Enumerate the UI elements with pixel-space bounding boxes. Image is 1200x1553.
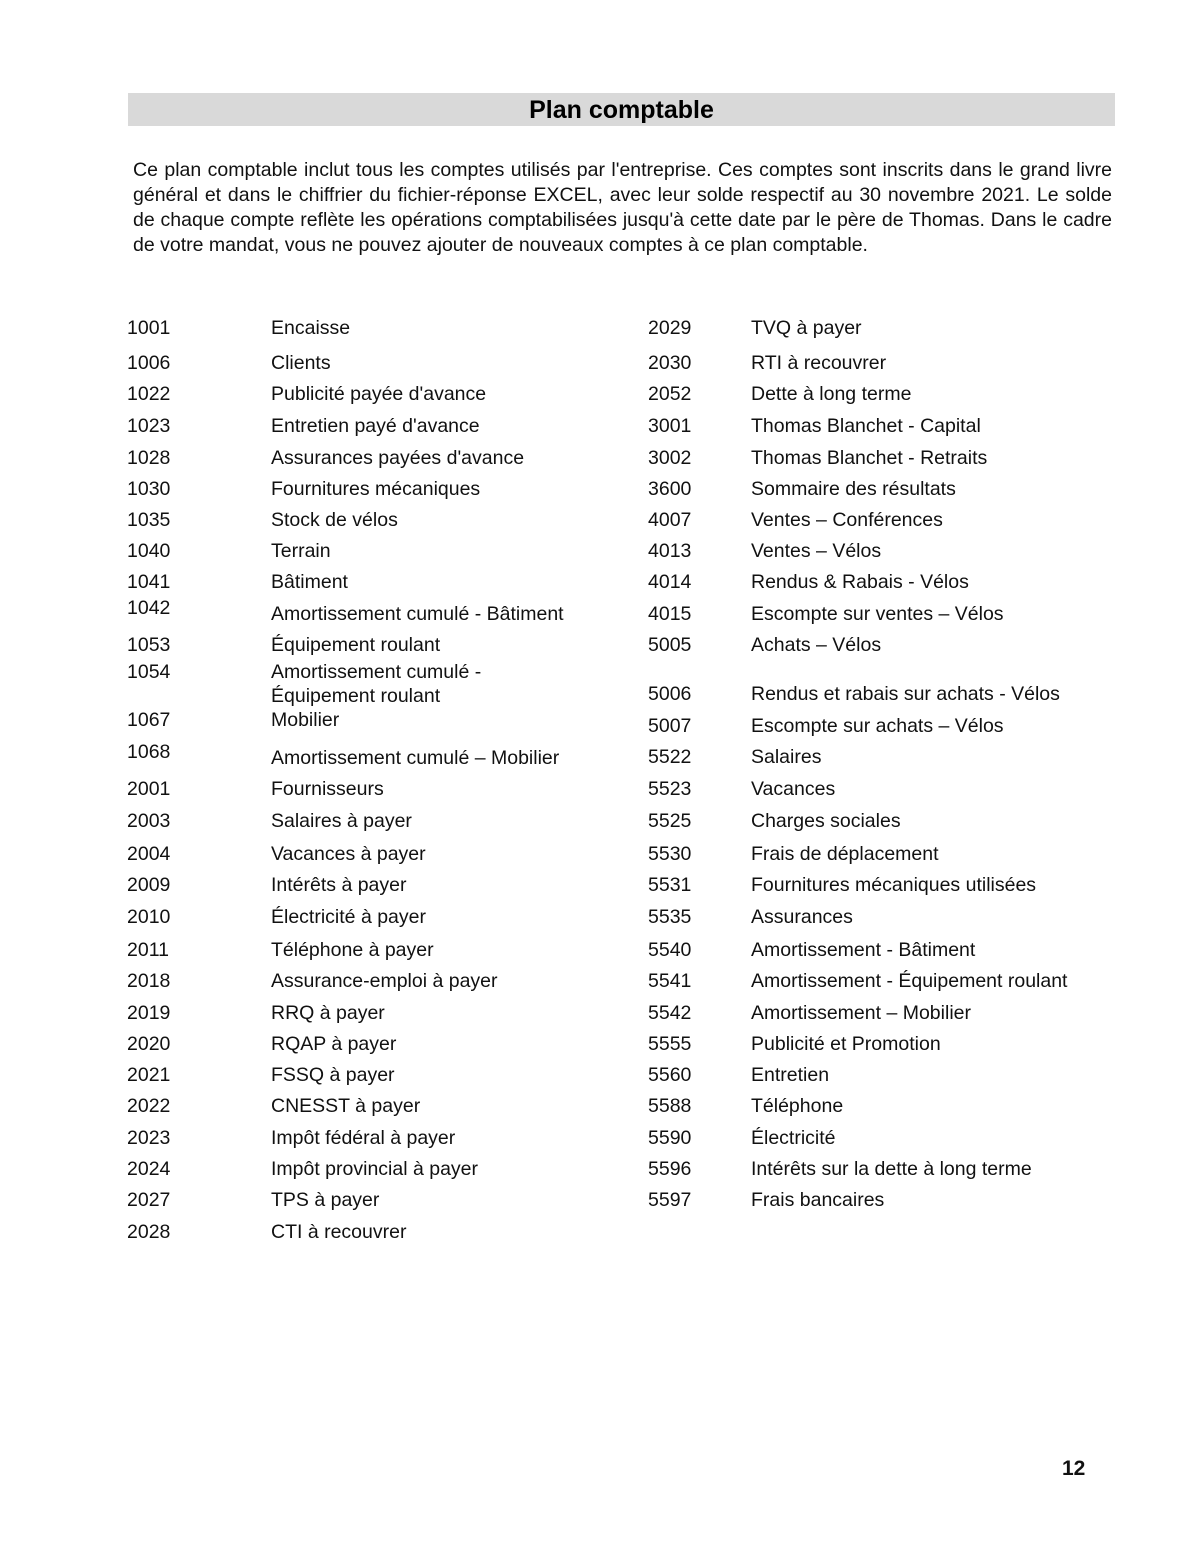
account-name: Entretien payé d'avance [271, 415, 480, 437]
account-code: 2021 [127, 1064, 171, 1086]
account-code: 2003 [127, 810, 171, 832]
account-code: 2019 [127, 1002, 171, 1024]
account-code: 5523 [648, 778, 692, 800]
account-code: 5588 [648, 1095, 692, 1117]
account-code: 5530 [648, 843, 692, 865]
account-name: Assurance-emploi à payer [271, 970, 498, 992]
account-code: 5590 [648, 1127, 692, 1149]
account-name: Thomas Blanchet - Retraits [751, 447, 988, 469]
account-name: Stock de vélos [271, 509, 398, 531]
account-code: 2011 [127, 939, 169, 961]
account-code: 2024 [127, 1158, 171, 1180]
account-name: Escompte sur achats – Vélos [751, 715, 1004, 737]
account-name: Thomas Blanchet - Capital [751, 415, 981, 437]
account-code: 5531 [648, 874, 692, 896]
account-code: 2052 [648, 383, 692, 405]
account-name: RQAP à payer [271, 1033, 397, 1055]
account-code: 5560 [648, 1064, 692, 1086]
account-name: Frais de déplacement [751, 843, 939, 865]
page-number: 12 [1062, 1457, 1086, 1480]
account-code: 2001 [127, 778, 171, 800]
account-name: Publicité payée d'avance [271, 383, 487, 405]
account-name: Dette à long terme [751, 383, 912, 405]
account-name: Escompte sur ventes – Vélos [751, 603, 1004, 625]
account-name: Fournitures mécaniques utilisées [751, 874, 1037, 896]
account-name: Impôt provincial à payer [271, 1158, 479, 1180]
account-code: 4013 [648, 540, 692, 562]
account-code: 1001 [127, 317, 171, 339]
account-code: 2018 [127, 970, 171, 992]
account-name: Charges sociales [751, 810, 901, 832]
account-name: Frais bancaires [751, 1189, 885, 1211]
account-code: 3002 [648, 447, 692, 469]
account-name: Bâtiment [271, 571, 348, 593]
account-code: 5522 [648, 746, 692, 768]
account-name: Encaisse [271, 317, 351, 339]
account-name: CTI à recouvrer [271, 1221, 407, 1243]
account-code: 5525 [648, 810, 692, 832]
account-code: 2029 [648, 317, 692, 339]
account-name: Vacances à payer [271, 843, 426, 865]
account-code: 5007 [648, 715, 692, 737]
account-name: Intérêts à payer [271, 874, 407, 896]
account-code: 1053 [127, 634, 171, 656]
account-name: Publicité et Promotion [751, 1033, 941, 1055]
account-code: 2004 [127, 843, 171, 865]
account-name: Salaires [751, 746, 822, 768]
account-code: 1022 [127, 383, 171, 405]
account-name: Amortissement – Mobilier [751, 1002, 971, 1024]
account-code: 1035 [127, 509, 171, 531]
account-code: 2023 [127, 1127, 171, 1149]
account-code: 4007 [648, 509, 692, 531]
account-name: Amortissement cumulé - Bâtiment [271, 603, 564, 625]
account-name: Électricité [751, 1127, 836, 1149]
account-name: Salaires à payer [271, 810, 412, 832]
account-code: 5540 [648, 939, 692, 961]
page-title: Plan comptable [128, 93, 1115, 126]
account-name: TPS à payer [271, 1189, 380, 1211]
account-code: 2010 [127, 906, 171, 928]
account-code: 1067 [127, 709, 171, 731]
account-code: 5596 [648, 1158, 692, 1180]
account-name: Assurances [751, 906, 853, 928]
account-code: 3001 [648, 415, 692, 437]
account-name: Amortissement - Bâtiment [751, 939, 976, 961]
account-code: 1042 [127, 597, 171, 619]
account-code: 1028 [127, 447, 171, 469]
account-name: Clients [271, 352, 331, 374]
account-name: Sommaire des résultats [751, 478, 956, 500]
account-name: Ventes – Vélos [751, 540, 882, 562]
account-name: Ventes – Conférences [751, 509, 943, 531]
account-name: RTI à recouvrer [751, 352, 887, 374]
account-name: Amortissement cumulé - [271, 661, 482, 683]
account-name: Rendus et rabais sur achats - Vélos [751, 683, 1060, 705]
account-name: CNESST à payer [271, 1095, 421, 1117]
account-name: Amortissement cumulé – Mobilier [271, 747, 560, 769]
account-code: 1040 [127, 540, 171, 562]
account-code: 1054 [127, 661, 171, 683]
account-name: Téléphone à payer [271, 939, 434, 961]
account-code: 1041 [127, 571, 171, 593]
account-name: Assurances payées d'avance [271, 447, 525, 469]
account-code: 4014 [648, 571, 692, 593]
account-code: 5597 [648, 1189, 692, 1211]
account-name: Mobilier [271, 709, 340, 731]
account-code: 5542 [648, 1002, 692, 1024]
account-code: 4015 [648, 603, 692, 625]
account-code: 2022 [127, 1095, 171, 1117]
intro-paragraph: Ce plan comptable inclut tous les comptes utilisés par l'entreprise. Ces comptes sont inscrits dans le grand livre général et dans le chiffrier du fichier-réponse EXCEL, avec leur solde respectif au 30 novembre 2021. Le solde de chaque compte reflète les opérations comptabilisées jusqu'à cette date par le père de Thomas. Dans le cadre de votre mandat, vous ne pouvez ajouter de nouveaux comptes à ce plan comptable. [133, 159, 1112, 256]
account-name: Intérêts sur la dette à long terme [751, 1158, 1032, 1180]
account-name: Amortissement - Équipement roulant [751, 970, 1068, 992]
account-name: Électricité à payer [271, 906, 426, 928]
account-code: 3600 [648, 478, 692, 500]
account-code: 2020 [127, 1033, 171, 1055]
account-name: Achats – Vélos [751, 634, 882, 656]
account-name: RRQ à payer [271, 1002, 385, 1024]
account-name: FSSQ à payer [271, 1064, 395, 1086]
account-name: Rendus & Rabais - Vélos [751, 571, 969, 593]
account-name: Impôt fédéral à payer [271, 1127, 456, 1149]
account-code: 1006 [127, 352, 171, 374]
account-name-continued: Équipement roulant [271, 685, 441, 707]
account-code: 2009 [127, 874, 171, 896]
account-code: 5005 [648, 634, 692, 656]
account-name: TVQ à payer [751, 317, 862, 339]
account-name: Entretien [751, 1064, 830, 1086]
account-code: 1030 [127, 478, 171, 500]
account-name: Téléphone [751, 1095, 844, 1117]
account-name: Fournisseurs [271, 778, 384, 800]
account-code: 5541 [648, 970, 692, 992]
account-name: Vacances [751, 778, 836, 800]
account-code: 2027 [127, 1189, 171, 1211]
account-name: Fournitures mécaniques [271, 478, 481, 500]
account-name: Terrain [271, 540, 331, 562]
account-code: 1023 [127, 415, 171, 437]
account-name: Équipement roulant [271, 634, 441, 656]
account-code: 5006 [648, 683, 692, 705]
account-code: 5555 [648, 1033, 692, 1055]
account-code: 2030 [648, 352, 692, 374]
account-code: 5535 [648, 906, 692, 928]
account-code: 2028 [127, 1221, 171, 1243]
account-code: 1068 [127, 741, 171, 763]
